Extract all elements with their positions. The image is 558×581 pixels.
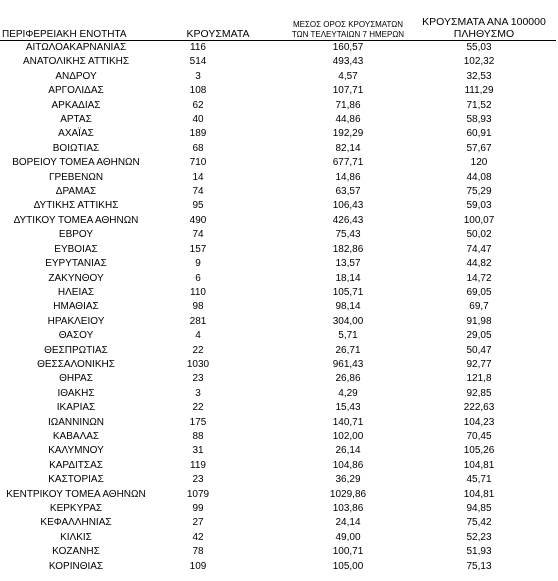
cell-region: ΚΑΛΥΜΝΟΥ [48,445,104,457]
cell-region: ΚΕΝΤΡΙΚΟΥ ΤΟΜΕΑ ΑΘΗΝΩΝ [6,488,146,500]
cell-per-capita: 59,03 [466,200,492,212]
cell-per-capita: 100,07 [463,214,495,226]
cell-region: ΚΟΖΑΝΗΣ [52,546,100,558]
table-row [0,142,556,156]
table-row [0,416,556,430]
cell-region: ΚΟΡΙΝΘΙΑΣ [48,560,104,572]
cell-cases: 14 [192,171,204,183]
table-row [0,41,556,56]
cell-per-capita: 120 [470,157,488,169]
cell-avg: 160,57 [332,42,364,53]
cell-cases: 95 [192,200,204,212]
cell-cases: 490 [189,214,207,226]
cell-region: ΚΑΡΔΙΤΣΑΣ [49,459,103,471]
cell-avg: 75,43 [335,229,361,241]
header-per-line1: ΚΡΟΥΣΜΑΤΑ ΑΝΑ 100000 [422,16,546,28]
table-row [0,315,556,329]
cell-cases: 9 [195,258,201,270]
cell-avg: 5,71 [338,330,358,342]
cell-region: ΒΟΙΩΤΙΑΣ [52,142,100,154]
cell-region: ΑΝΑΤΟΛΙΚΗΣ ΑΤΤΙΚΗΣ [22,56,130,68]
table-row [0,156,556,170]
cell-cases: 189 [189,128,207,140]
cell-region: ΑΡΓΟΛΙΔΑΣ [48,85,104,97]
cell-region: ΘΕΣΠΡΩΤΙΑΣ [44,344,108,356]
cell-per-capita: 60,91 [466,128,492,140]
table-row [0,127,556,141]
cell-avg: 4,29 [338,387,358,399]
cell-per-capita: 91,98 [466,315,492,327]
cell-cases: 710 [189,157,207,169]
cell-cases: 4 [195,330,201,342]
cell-avg: 1029,86 [329,488,367,500]
table-row [0,257,556,271]
table-header [0,12,556,41]
cell-region: ΓΡΕΒΕΝΩΝ [48,171,104,183]
cell-cases: 119 [190,459,206,471]
cell-per-capita: 50,47 [466,344,492,356]
header-region: ΠΕΡΙΦΕΡΕΙΑΚΗ ΕΝΟΤΗΤΑ [2,29,127,40]
table-row [0,272,556,286]
cell-avg: 24,14 [335,517,361,529]
table-row [0,286,556,300]
cell-avg: 140,71 [332,416,364,428]
header-avg-line1: ΜΕΣΟΣ ΟΡΟΣ ΚΡΟΥΣΜΑΤΩΝ [292,20,404,29]
cell-region: ΕΥΡΥΤΑΝΙΑΣ [45,258,107,270]
table-row [0,473,556,487]
table-row [0,430,556,444]
cell-region: ΔΥΤΙΚΟΥ ΤΟΜΕΑ ΑΘΗΝΩΝ [13,214,139,226]
table-row [0,387,556,401]
header-avg [284,12,412,41]
cell-avg: 26,71 [335,344,361,356]
cell-cases: 3 [195,387,201,399]
cell-region: ΘΑΣΟΥ [58,330,94,342]
cell-cases: 175 [189,416,207,428]
cell-per-capita: 74,47 [466,243,492,255]
cell-per-capita: 55,03 [466,42,492,53]
cell-region: ΑΙΤΩΛΟΑΚΑΡΝΑΝΙΑΣ [25,42,127,53]
cell-cases: 88 [192,430,204,442]
cell-per-capita: 32,53 [466,70,492,82]
cell-per-capita: 111,29 [464,85,494,97]
table-row [0,531,556,545]
table-row [0,214,556,228]
cell-avg: 13,57 [335,258,361,270]
header-row [0,12,556,41]
cell-cases: 74 [192,186,204,198]
table-row [0,113,556,127]
cell-region: ΚΙΛΚΙΣ [60,531,92,543]
cell-cases: 514 [189,56,207,68]
cell-avg: 493,43 [332,56,364,68]
table-body [0,41,556,575]
cell-avg: 100,71 [332,546,364,558]
cell-avg: 63,57 [335,186,361,198]
cell-region: ΕΒΡΟΥ [58,229,94,241]
cell-cases: 78 [192,546,204,558]
cell-cases: 110 [190,286,206,298]
cell-avg: 106,43 [332,200,364,212]
cell-cases: 3 [195,70,201,82]
cell-cases: 23 [192,474,204,486]
cell-avg: 15,43 [335,402,361,414]
cell-cases: 157 [189,243,207,255]
cell-region: ΑΧΑΪΑΣ [58,128,94,140]
table-row [0,488,556,502]
cell-avg: 36,29 [335,474,361,486]
cell-per-capita: 104,81 [463,459,495,471]
table-row [0,358,556,372]
cell-cases: 281 [189,315,207,327]
cell-per-capita: 69,05 [466,286,492,298]
cell-region: ΚΑΣΤΟΡΙΑΣ [48,474,104,486]
table-row [0,243,556,257]
cell-cases: 22 [192,344,204,356]
cell-region: ΔΥΤΙΚΗΣ ΑΤΤΙΚΗΣ [33,200,119,212]
table-row [0,70,556,84]
table-row [0,84,556,98]
cell-avg: 26,86 [335,373,361,385]
cell-region: ΙΚΑΡΙΑΣ [56,402,96,414]
cell-cases: 68 [192,142,204,154]
cell-cases: 62 [192,99,204,111]
cell-per-capita: 57,67 [466,142,492,154]
table-row [0,300,556,314]
cell-avg: 102,00 [332,430,364,442]
cell-region: ΕΥΒΟΙΑΣ [54,243,98,255]
cell-avg: 426,43 [332,214,364,226]
header-cases: ΚΡΟΥΣΜΑΤΑ [186,28,250,40]
cell-region: ΑΝΔΡΟΥ [55,70,97,82]
table-row [0,372,556,386]
cell-region: ΗΡΑΚΛΕΙΟΥ [47,315,105,327]
cell-per-capita: 70,45 [466,430,492,442]
cell-per-capita: 71,52 [466,99,492,111]
header-per-line2: ΠΛΗΘΥΣΜΟ [453,28,515,40]
cell-region: ΗΜΑΘΙΑΣ [53,301,99,313]
table-row [0,199,556,213]
cell-avg: 82,14 [335,142,361,154]
cell-region: ΚΕΡΚΥΡΑΣ [49,503,103,514]
table-row [0,560,556,574]
cell-cases: 74 [192,229,204,241]
table-row [0,329,556,343]
cell-cases: 6 [195,272,201,284]
table-row [0,459,556,473]
cell-per-capita: 29,05 [466,330,492,342]
header-avg-line2: ΤΩΝ ΤΕΛΕΥΤΑΙΩΝ 7 ΗΜΕΡΩΝ [291,30,405,39]
cell-region: ΘΗΡΑΣ [59,373,93,385]
table-row [0,401,556,415]
cell-cases: 99 [192,503,204,514]
cell-region: ΙΩΑΝΝΙΝΩΝ [47,416,105,428]
cell-cases: 23 [192,373,204,385]
cell-region: ΚΕΦΑΛΛΗΝΙΑΣ [40,517,112,529]
cell-avg: 4,57 [338,70,358,82]
cell-avg: 677,71 [332,157,364,169]
cell-avg: 98,14 [335,301,361,313]
cell-per-capita: 45,71 [466,474,492,486]
table-row [0,344,556,358]
cell-per-capita: 102,32 [463,56,495,68]
cell-region: ΑΡΤΑΣ [60,114,92,126]
cell-cases: 1079 [186,488,210,500]
cell-per-capita: 52,23 [466,531,492,543]
cell-avg: 182,86 [332,243,364,255]
cell-per-capita: 44,82 [466,258,492,270]
cell-region: ΙΘΑΚΗΣ [57,387,95,399]
cell-per-capita: 75,29 [466,186,492,198]
cell-region: ΔΡΑΜΑΣ [55,186,97,198]
table-row [0,185,556,199]
cell-cases: 40 [192,114,204,126]
cell-cases: 27 [192,517,204,529]
cell-cases: 98 [192,301,204,313]
table-row [0,545,556,559]
cell-cases: 116 [190,42,206,53]
cell-avg: 71,86 [335,99,361,111]
cell-region: ΖΑΚΥΝΘΟΥ [48,272,104,284]
table-row [0,171,556,185]
cell-avg: 49,00 [335,531,361,543]
cell-avg: 18,14 [335,272,361,284]
cell-per-capita: 92,85 [466,387,492,399]
cell-avg: 104,86 [332,459,364,471]
table-row [0,516,556,530]
cell-cases: 22 [192,402,204,414]
cell-per-capita: 105,26 [463,445,495,457]
cell-avg: 105,71 [332,286,364,298]
cell-avg: 961,43 [332,358,364,370]
cell-region: ΒΟΡΕΙΟΥ ΤΟΜΕΑ ΑΘΗΝΩΝ [12,157,140,169]
cell-per-capita: 50,02 [466,229,492,241]
cell-per-capita: 92,77 [466,358,492,370]
cell-per-capita: 58,93 [466,114,492,126]
cell-avg: 14,86 [335,171,361,183]
cell-avg: 304,00 [332,315,364,327]
cell-avg: 44,86 [335,114,361,126]
cell-region: ΚΑΒΑΛΑΣ [52,430,100,442]
cell-cases: 31 [192,445,204,457]
cell-region: ΑΡΚΑΔΙΑΣ [51,99,101,111]
cases-table [0,12,556,574]
cell-per-capita: 51,93 [466,546,492,558]
table-row [0,99,556,113]
cell-cases: 109 [189,560,207,572]
cell-per-capita: 104,23 [463,416,495,428]
cell-avg: 192,29 [332,128,364,140]
table-row [0,444,556,458]
cell-per-capita: 121,8 [466,373,492,385]
cell-cases: 1030 [186,358,210,370]
cell-per-capita: 94,85 [466,503,492,514]
cell-cases: 42 [192,531,204,543]
cell-avg: 105,00 [332,560,364,572]
cell-per-capita: 75,13 [466,560,492,572]
cell-avg: 107,71 [332,85,364,97]
cell-cases: 108 [189,85,207,97]
cell-per-capita: 14,72 [466,272,492,284]
cell-avg: 26,14 [335,445,361,457]
cell-region: ΘΕΣΣΑΛΟΝΙΚΗΣ [37,358,115,370]
cell-per-capita: 75,42 [466,517,492,529]
cell-per-capita: 222,63 [463,402,495,414]
table-row [0,228,556,242]
cell-per-capita: 104,81 [463,488,495,500]
cell-region: ΗΛΕΙΑΣ [57,286,95,298]
cell-per-capita: 69,7 [469,301,489,313]
cell-per-capita: 44,08 [466,171,492,183]
header-per-capita [412,12,556,41]
cell-avg: 103,86 [332,503,364,514]
table-row [0,55,556,69]
table-row [0,502,556,516]
